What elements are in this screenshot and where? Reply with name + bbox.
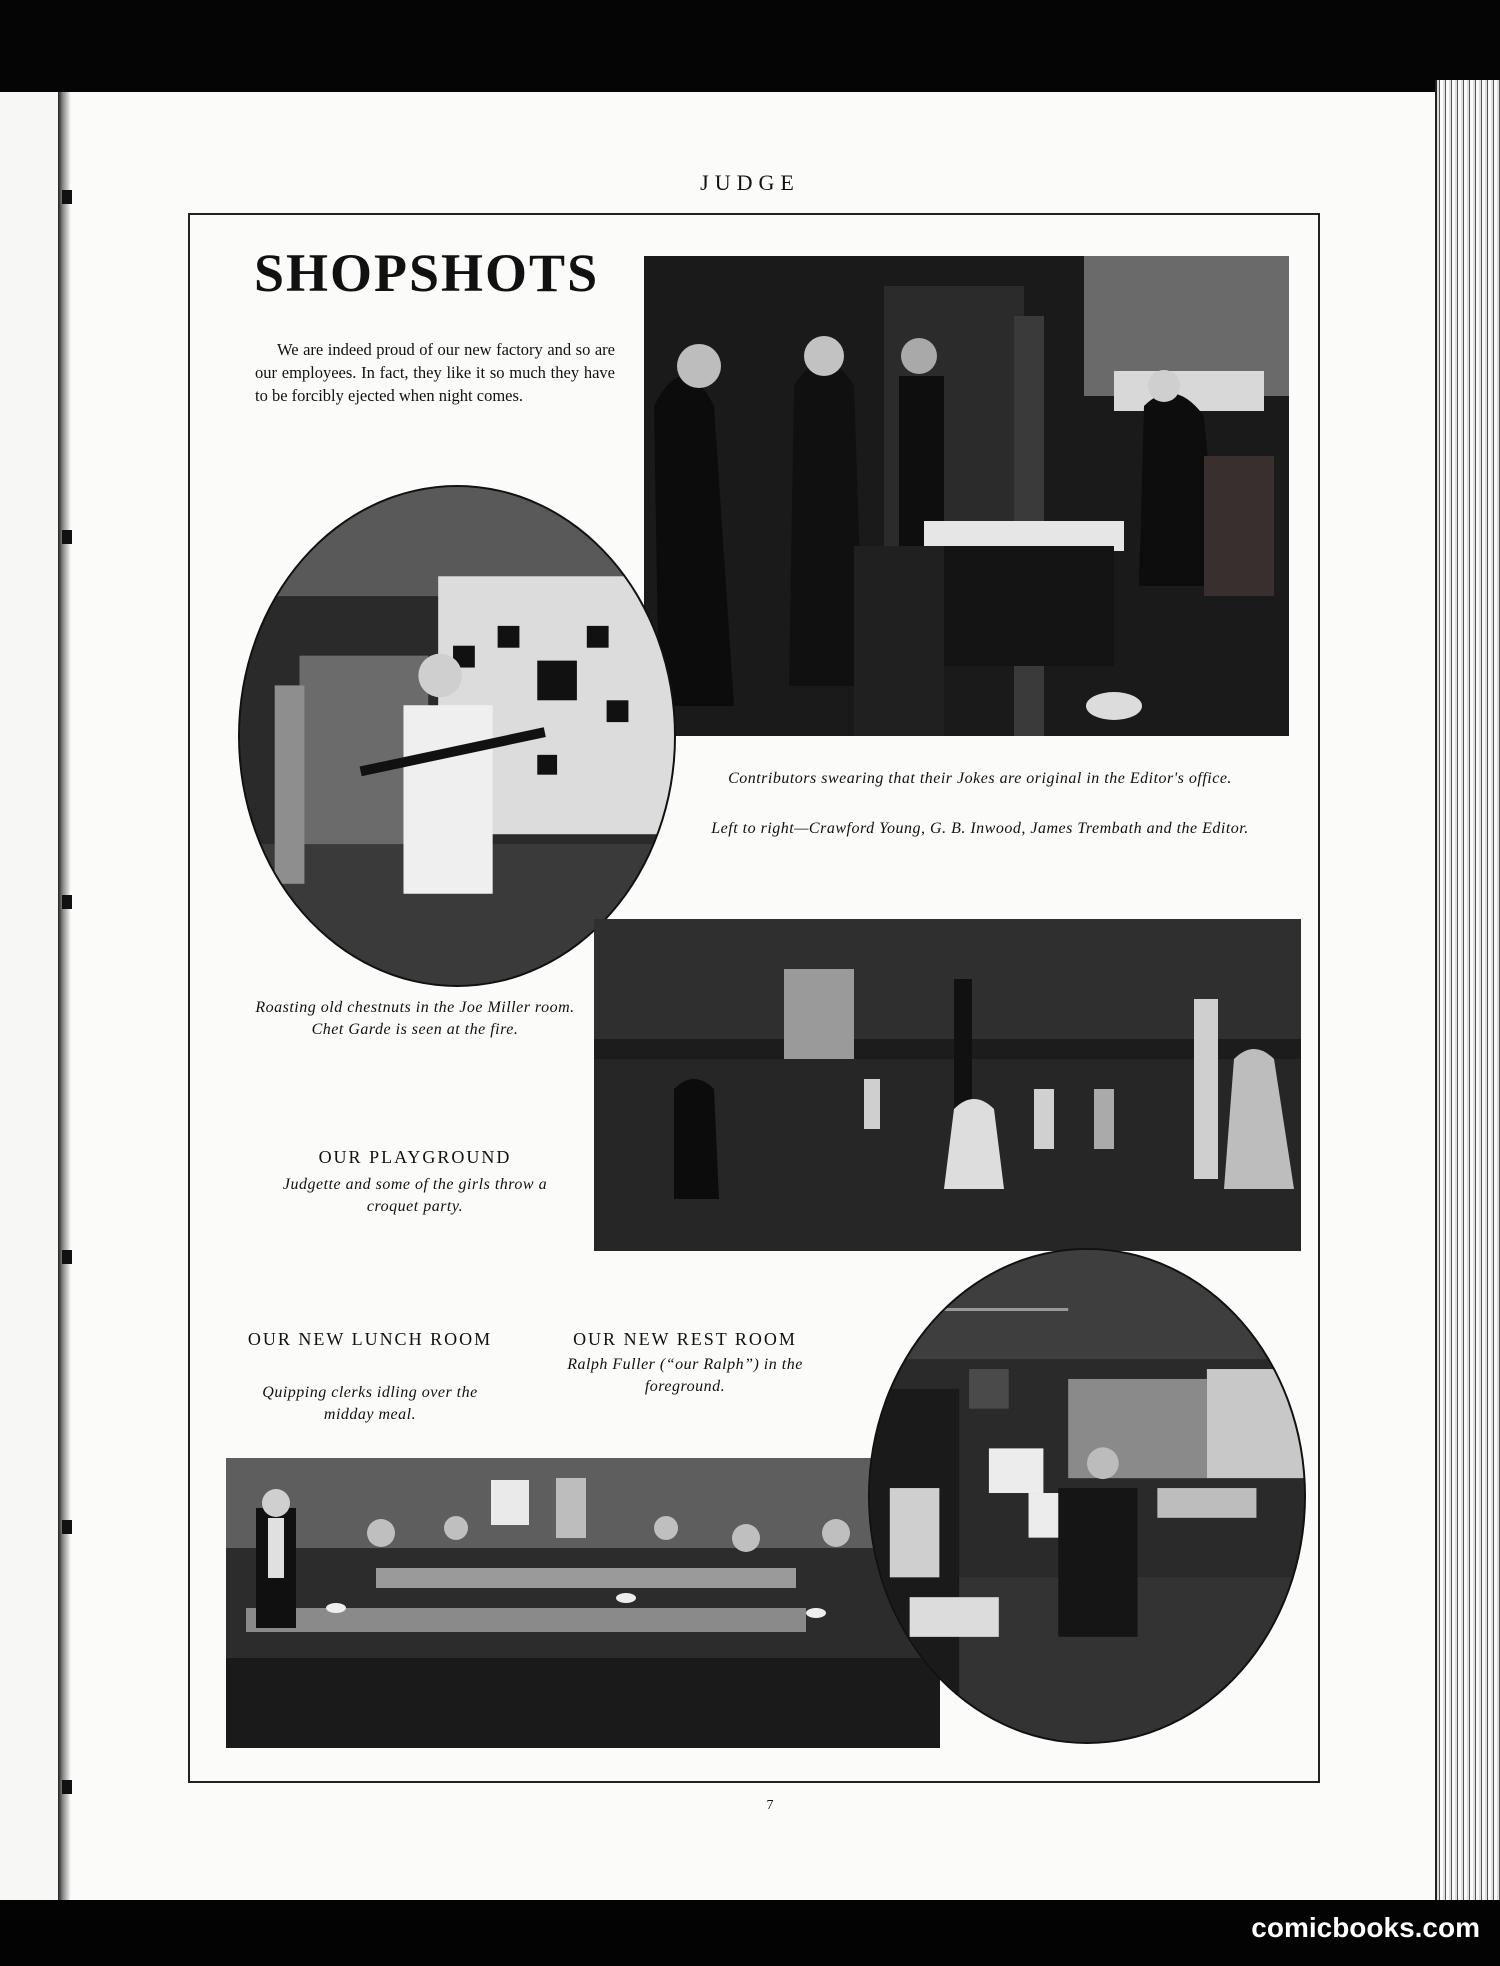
intro-paragraph: We are indeed proud of our new factory and so are our employees. In fact, they like it so much they have to be forcibly ejected when night comes. bbox=[255, 340, 615, 405]
watermark: comicbooks.com bbox=[1251, 1912, 1480, 1943]
lunch-room-caption: Quipping clerks idling over the midday meal. bbox=[262, 1384, 478, 1423]
lunch-room-heading: OUR NEW LUNCH ROOM bbox=[247, 1329, 493, 1349]
page-stack-edges bbox=[1435, 80, 1500, 1900]
editor-office-photo bbox=[644, 256, 1289, 736]
rest-room-photo bbox=[868, 1248, 1306, 1744]
lunch-room-photo bbox=[226, 1458, 940, 1748]
left-page-sliver bbox=[0, 92, 62, 1900]
rest-room-caption: Ralph Fuller (“our Ralph”) in the foreground. bbox=[567, 1356, 803, 1395]
playground-photo bbox=[594, 919, 1301, 1251]
playground-caption: Judgette and some of the girls throw a croquet party. bbox=[282, 1176, 548, 1215]
editor-photo-caption-2: Left to right—Crawford Young, G. B. Inwood, James Trembath and the Editor. bbox=[711, 820, 1249, 837]
page-title: SHOPSHOTS bbox=[254, 243, 600, 303]
page-number: 7 bbox=[766, 1798, 774, 1813]
running-head: JUDGE bbox=[700, 170, 800, 195]
binding-stitches bbox=[62, 100, 72, 1890]
rest-room-heading: OUR NEW REST ROOM bbox=[573, 1329, 797, 1349]
chestnut-photo-caption: Roasting old chestnuts in the Joe Miller room. Chet Garde is seen at the fire. bbox=[255, 999, 575, 1038]
editor-photo-caption-1: Contributors swearing that their Jokes are original in the Editor's office. bbox=[728, 770, 1232, 787]
chestnut-roasting-photo bbox=[238, 485, 676, 987]
scan-top-border bbox=[0, 0, 1500, 92]
playground-heading: OUR PLAYGROUND bbox=[318, 1147, 512, 1167]
